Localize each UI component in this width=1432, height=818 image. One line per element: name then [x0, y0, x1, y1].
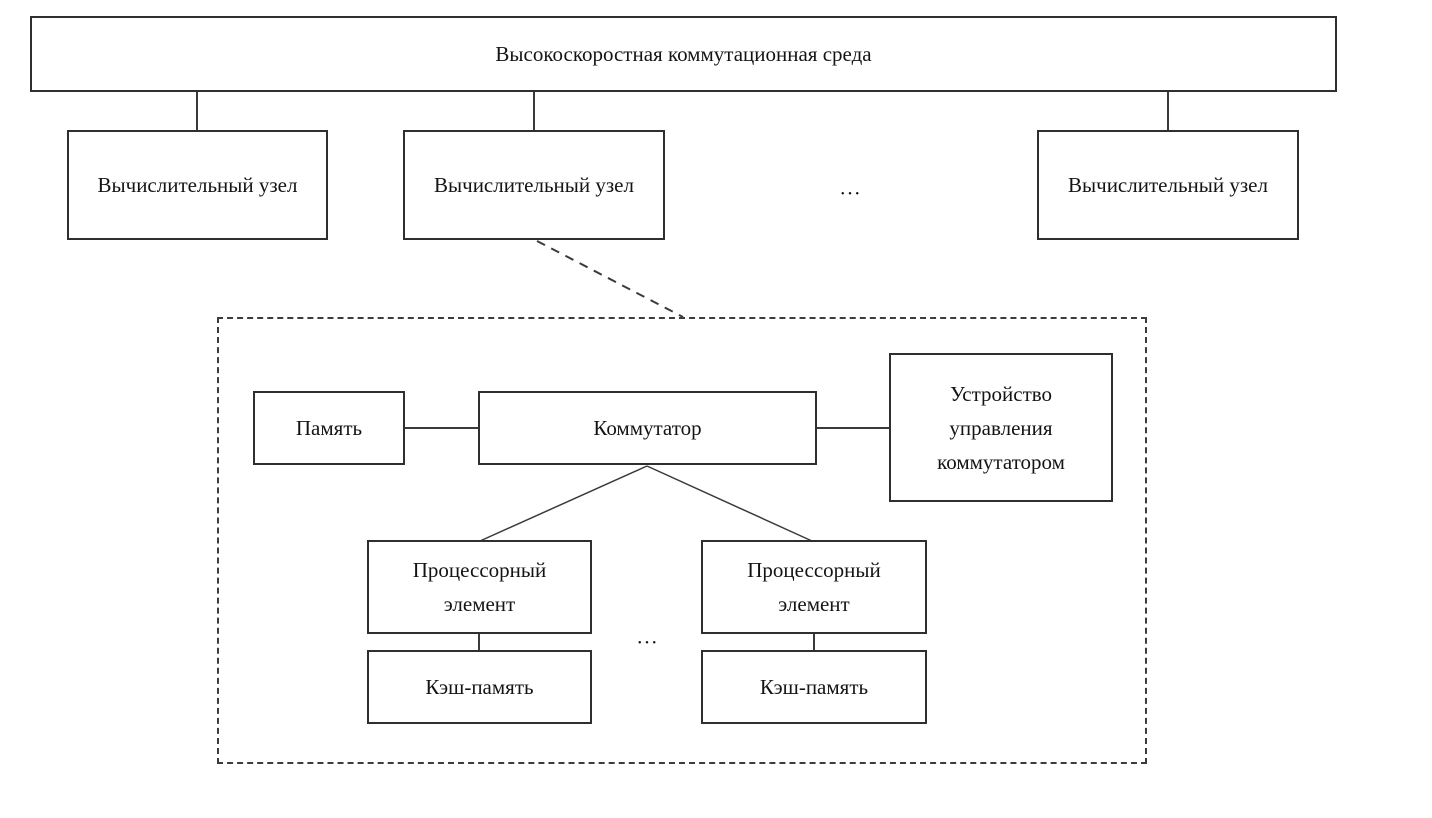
processor-element-box-1 — [367, 540, 592, 634]
processor-element-box-2 — [701, 540, 927, 634]
switch-box — [478, 391, 817, 465]
processor-element-label-1: Процессорный элемент — [412, 558, 547, 616]
switching-medium-box — [30, 16, 1337, 92]
memory-label: Память — [295, 416, 363, 440]
compute-node-box-1 — [67, 130, 328, 240]
cache-memory-box-1 — [367, 650, 592, 724]
compute-node-label-2: Вычислительный узел — [434, 173, 634, 197]
connector-node2-detail-dashed — [537, 241, 683, 317]
processor-elements-ellipsis: ... — [637, 624, 659, 649]
switch-control-box — [889, 353, 1113, 502]
compute-nodes-ellipsis: ... — [840, 175, 862, 200]
compute-node-box-3 — [1037, 130, 1299, 240]
cache-memory-label-1: Кэш-память — [425, 675, 534, 699]
switching-medium-label: Высокоскоростная коммутационная среда — [495, 42, 872, 66]
switch-control-label: Устройство управления коммутатором — [937, 381, 1065, 474]
processor-element-label-2: Процессорный элемент — [747, 558, 881, 616]
switch-label: Коммутатор — [593, 416, 702, 440]
cache-memory-box-2 — [701, 650, 927, 724]
compute-node-label-1: Вычислительный узел — [97, 173, 298, 197]
compute-node-label-3: Вычислительный узел — [1068, 173, 1268, 197]
compute-node-box-2 — [403, 130, 665, 240]
memory-box — [253, 391, 405, 465]
cache-memory-label-2: Кэш-память — [759, 675, 869, 699]
